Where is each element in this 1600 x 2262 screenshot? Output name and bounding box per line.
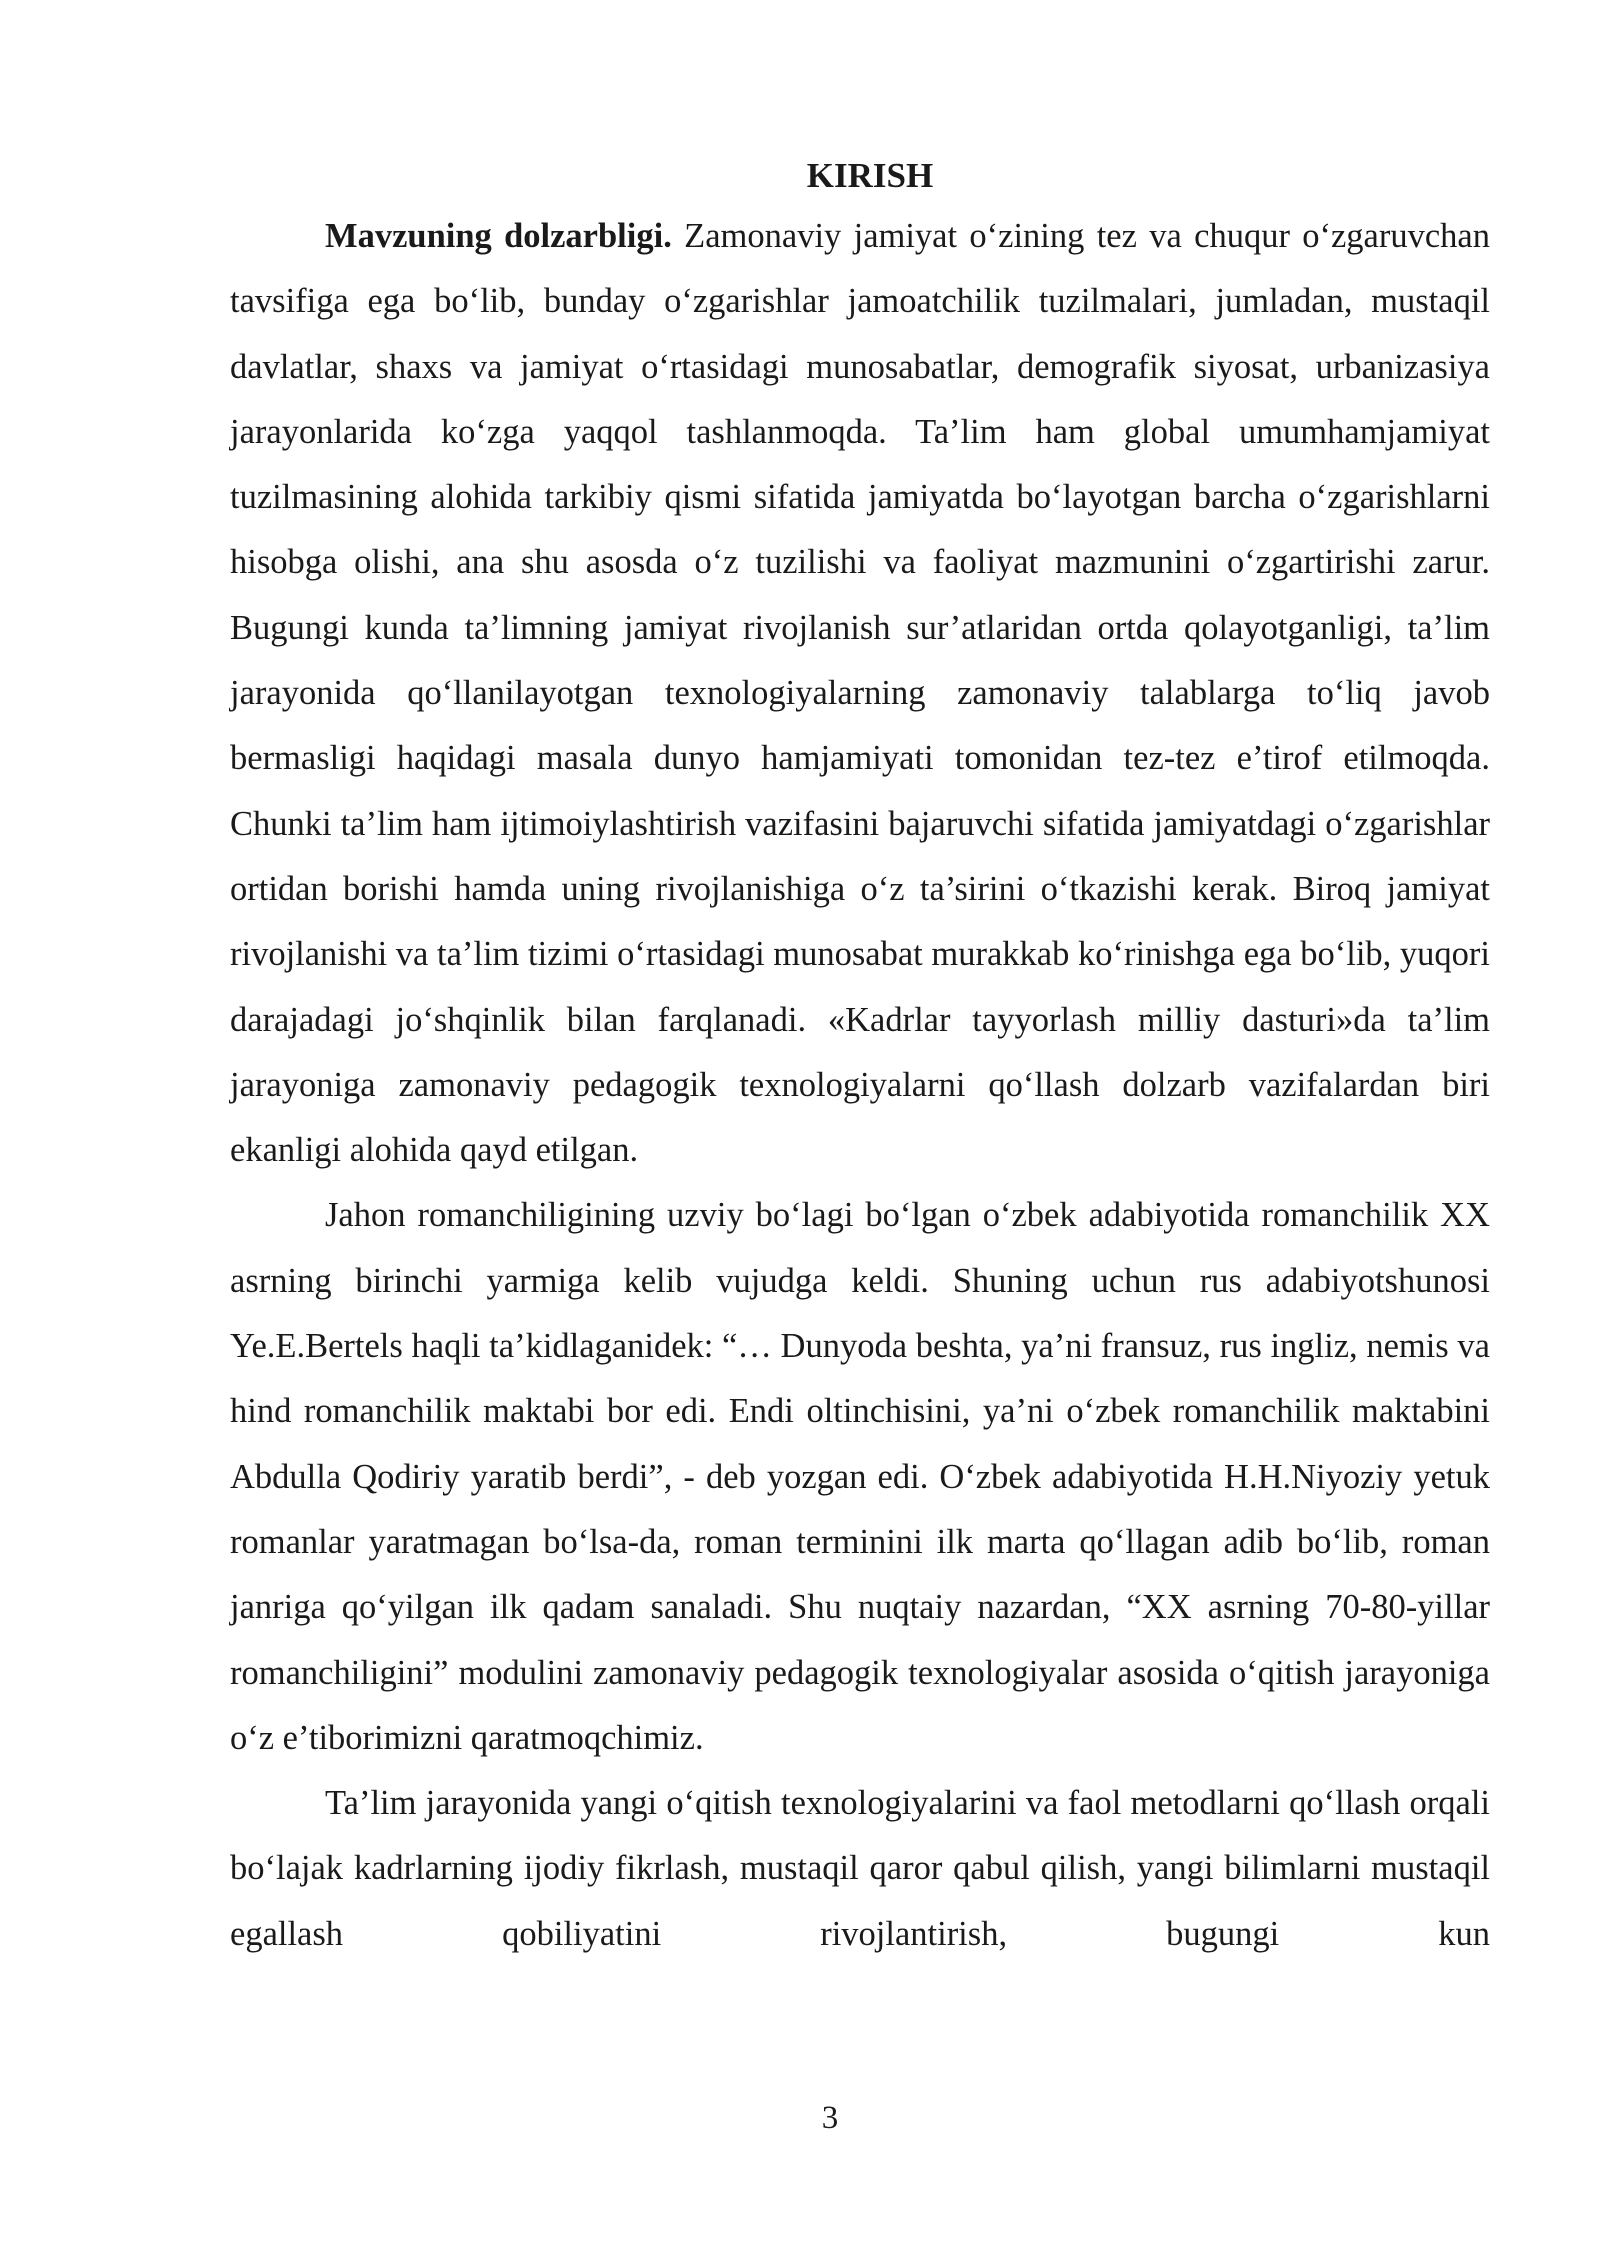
paragraph-teaching-methods <box>230 1771 1490 1967</box>
page-content <box>230 148 1490 1967</box>
paragraph-text: Jahon romanchiligining uzviy bo‘lagi bo‘lgan o‘zbek adabiyotida romanchilik XX asrning birinchi yarmiga kelib vujudga keldi. Shuning uchun rus adabiyotshunosi Ye.E.Bertels haqli ta’kidlaganidek: “… Dunyoda beshta, ya’ni fransuz, rus ingliz, nemis va hind romanchilik maktabi bor edi. Endi oltinchisini, ya’ni o‘zbek romanchilik maktabini Abdulla Qodiriy yaratib berdi”, - deb yozgan edi. O‘zbek adabiyotida H.H.Niyoziy yetuk romanlar yaratmagan bo‘lsa-da, roman terminini ilk marta qo‘llagan adib bo‘lib, roman janriga qo‘yilgan ilk qadam sanaladi. Shu nuqtaiy nazardan, “XX asrning 70-80-yillar romanchiligini” modulini zamonaviy pedagogik texnologiyalar asosida o‘qitish jarayoniga o‘z e’tiborimizni qaratmoqchimiz. <box>230 1196 1490 1757</box>
paragraph-lead: Mavzuning dolzarbligi. <box>325 217 672 255</box>
paragraph-novel-history <box>230 1183 1490 1771</box>
section-heading: KIRISH <box>806 156 934 195</box>
paragraph-text: Zamonaviy jamiyat o‘zining tez va chuqur o‘zgaruvchan tavsifiga ega bo‘lib, bunday o‘zgarishlar jamoatchilik tuzilmalari, jumladan, mustaqil davlatlar, shaxs va jamiyat o‘rtasidagi munosabatlar, demografik siyosat, urbanizasiya jarayonlarida ko‘zga yaqqol tashlanmoqda. Ta’lim ham global umumhamjamiyat tuzilmasining alohida tarkibiy qismi sifatida jamiyatda bo‘layotgan barcha o‘zgarishlarni hisobga olishi, ana shu asosda o‘z tuzilishi va faoliyat mazmunini o‘zgartirishi zarur. Bugungi kunda ta’limning jamiyat rivojlanish sur’atlaridan ortda qolayotganligi, ta’lim jarayonida qo‘llanilayotgan texnologiyalarning zamonaviy talablarga to‘liq javob bermasligi haqidagi masala dunyo hamjamiyati tomonidan tez-tez e’tirof etilmoqda. Chunki ta’lim ham ijtimoiylashtirish vazifasini bajaruvchi sifatida jamiyatdagi o‘zgarishlar ortidan borishi hamda uning rivojlanishiga o‘z ta’sirini o‘tkazishi kerak. Biroq jamiyat rivojlanishi va ta’lim tizimi o‘rtasidagi munosabat murakkab ko‘rinishga ega bo‘lib, yuqori darajadagi jo‘shqinlik bilan farqlanadi. «Kadrlar tayyorlash milliy dasturi»da ta’lim jarayoniga zamonaviy pedagogik texnologiyalarni qo‘llash dolzarb vazifalardan biri ekanligi alohida qayd etilgan. <box>230 217 1490 1170</box>
paragraph-text: Ta’lim jarayonida yangi o‘qitish texnologiyalarini va faol metodlarni qo‘llash orqali bo‘lajak kadrlarning ijodiy fikrlash, mustaqil qaror qabul qilish, yangi bilimlarni mustaqil egallash qobiliyatini rivojlantirish, bugungi kun <box>230 1784 1490 1953</box>
paragraph-relevance <box>230 204 1490 1183</box>
page-number: 3 <box>821 2100 839 2136</box>
